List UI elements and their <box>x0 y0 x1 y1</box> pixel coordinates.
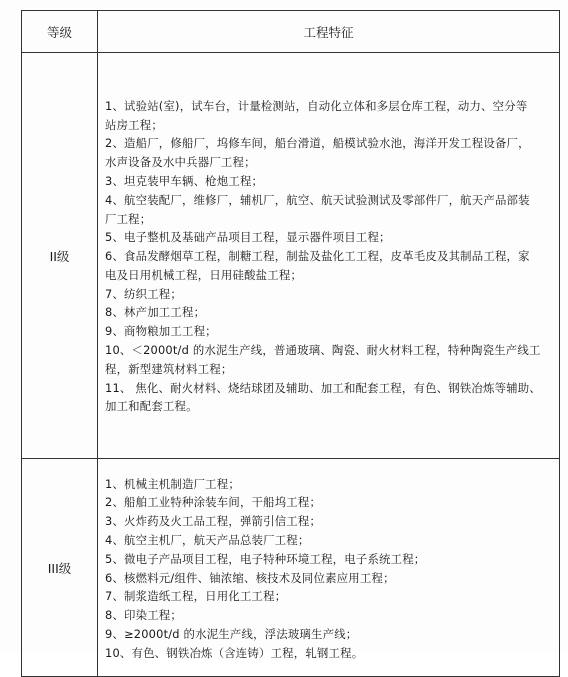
feature-line: 2、造船厂，修船厂，坞修车间，船台滑道，船模试验水池，海洋开发工程设备厂， <box>105 136 530 151</box>
feature-line: 10、有色、钢铁冶炼（含连铸）工程，轧钢工程。 <box>105 645 364 660</box>
feature-line: 1、机械主机制造厂工程； <box>105 476 240 491</box>
engineering-grade-table <box>21 10 560 677</box>
feature-line: 7、纺织工程； <box>105 286 182 301</box>
feature-line: 5、电子整机及基础产品项目工程，显示器件项目工程； <box>105 230 391 245</box>
grade-features <box>98 459 560 677</box>
table-header-row <box>22 11 560 53</box>
grade-label: III级 <box>22 459 98 677</box>
feature-line: 8、印染工程； <box>105 608 182 623</box>
feature-line: 9、≥2000t/d 的水泥生产线，浮法玻璃生产线； <box>105 626 358 641</box>
feature-line: 6、食品发酵烟草工程，制糖工程，制盐及盐化工工程，皮革毛皮及其制品工程，家 <box>105 249 530 264</box>
table-row-grade-3 <box>22 459 560 677</box>
grade-features <box>98 53 560 459</box>
feature-line: 1、试验站(室)，试车台，计量检测站，自动化立体和多层仓库工程，动力、空分等 <box>105 98 528 113</box>
feature-line: 4、航空装配厂，维修厂，辅机厂，航空、航天试验测试及零部件厂，航天产品部装 <box>105 192 530 207</box>
feature-line: 5、微电子产品项目工程，电子特种环境工程，电子系统工程； <box>105 551 426 566</box>
feature-line: 4、航空主机厂，航天产品总装厂工程； <box>105 532 310 547</box>
feature-line: 10、＜2000t/d 的水泥生产线，普通玻璃、陶瓷、耐火材料工程，特种陶瓷生产线工 <box>105 343 541 358</box>
feature-line: 2、船舶工业特种涂装车间，干船坞工程； <box>105 495 322 510</box>
feature-line: 3、坦克装甲车辆、枪炮工程； <box>105 173 264 188</box>
feature-line: 加工和配套工程。 <box>105 399 198 414</box>
feature-line: 8、林产加工工程； <box>105 305 206 320</box>
feature-line: 厂工程； <box>105 211 152 226</box>
feature-line: 3、火炸药及火工品工程，弹箭引信工程； <box>105 514 322 529</box>
feature-line: 程，新型建筑材料工程； <box>105 361 233 376</box>
feature-line: 站房工程； <box>105 117 163 132</box>
feature-line: 9、商物粮加工工程； <box>105 324 217 339</box>
feature-line: 6、核燃料元/组件、铀浓缩、核技术及同位素应用工程； <box>105 570 395 585</box>
feature-line: 11、 焦化、耐火材料、烧结球团及辅助、加工和配套工程，有色、钢铁冶炼等辅助、 <box>105 380 541 395</box>
header-grade: 等级 <box>22 11 98 53</box>
feature-line: 水声设备及水中兵器厂工程； <box>105 155 256 170</box>
grade-label: II级 <box>22 53 98 459</box>
feature-line: 7、制浆造纸工程，日用化工工程； <box>105 589 287 604</box>
feature-line: 电及日用机械工程，日用硅酸盐工程； <box>105 267 303 282</box>
header-features: 工程特征 <box>98 11 560 53</box>
table-row-grade-2 <box>22 53 560 459</box>
